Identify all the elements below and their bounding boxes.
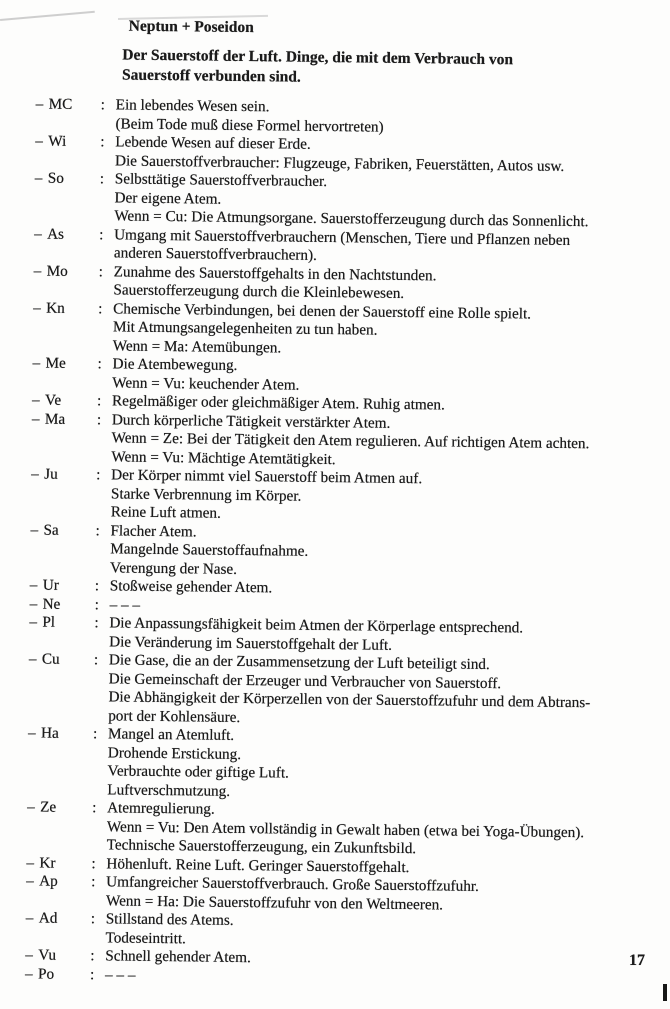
entry-symbol: Vu — [38, 946, 57, 964]
entry-lines — [107, 799, 661, 861]
entry-colon: : — [100, 133, 105, 151]
entry-text-line: Verbrauchte oder giftige Luft. — [107, 762, 290, 782]
entry-text-line: Schnell gehender Atem. — [105, 947, 251, 967]
entry-row — [0, 724, 661, 806]
entry-colon: : — [98, 262, 104, 280]
entry-dash: – — [26, 872, 34, 890]
entry-text-line: – – – — [109, 595, 141, 614]
entry-dash: – — [26, 853, 35, 871]
entry-text-line: Mangel an Atemluft. — [107, 725, 235, 744]
entry-colon: : — [91, 854, 96, 872]
subtitle-line: Der Sauerstoff der Luft. Dinge, die mit dem Verbrauch von — [122, 46, 514, 69]
entry-text-line: Die Gase, die an der Zusammensetzung der Luft beteiligt sind. — [108, 651, 490, 674]
entry-text-line: Wenn = Cu: Die Atmungsorgane. Sauerstofferzeugung durch das Sonnenlicht. — [114, 207, 589, 231]
entry-colon: : — [97, 392, 102, 410]
entry-dash: – — [33, 298, 41, 317]
entry-dash: – — [31, 465, 39, 483]
entry-dash: – — [35, 95, 44, 113]
entry-symbol: Ur — [42, 576, 59, 594]
entry-colon: : — [98, 299, 103, 317]
entry-row — [0, 169, 668, 233]
entry-colon: : — [100, 96, 106, 114]
entry-row — [0, 298, 666, 362]
entry-symbol: Cu — [41, 650, 60, 668]
entry-dash: – — [32, 391, 40, 409]
entry-text-line: Reine Luft atmen. — [110, 503, 221, 522]
entry-symbol: Sa — [43, 521, 59, 539]
entry-text-line: Die Veränderung im Sauerstoffgehalt der Luft. — [109, 632, 393, 654]
entry-colon: : — [96, 410, 102, 428]
entry-dash: – — [29, 594, 38, 612]
entry-colon: : — [92, 799, 97, 817]
entry-text-line: Flacher Atem. — [110, 521, 197, 540]
entry-dash: – — [33, 261, 42, 280]
entry-lines — [111, 411, 665, 473]
entry-row — [0, 798, 660, 862]
entry-text-line: Luftverschmutzung. — [107, 780, 231, 800]
entry-colon: : — [94, 614, 99, 632]
entry-symbol: MC — [48, 95, 73, 113]
entry-dash: – — [27, 724, 36, 742]
entry-dash: – — [32, 354, 41, 372]
entry-row — [0, 409, 665, 473]
entry-text-line: Umgang mit Sauerstoffverbrauchern (Menschen, Tiere und Pflanzen neben — [114, 225, 571, 249]
entry-text-line: Wenn = Ze: Bei der Tätigkeit den Atem regulieren. Auf richtigen Atem achten. — [111, 429, 590, 453]
entry-text-line: Ein lebendes Wesen sein. — [115, 96, 270, 116]
entry-colon: : — [90, 910, 96, 928]
page-title: Neptun + Poseidon — [128, 17, 254, 37]
entry-colon: : — [97, 355, 102, 373]
entry-colon: : — [99, 170, 105, 188]
entry-colon: : — [94, 577, 100, 595]
entry-text-line: Der eigene Atem. — [114, 188, 222, 208]
entry-dash: – — [35, 132, 43, 150]
entry-symbol: Mo — [46, 262, 68, 280]
entry-text-line: Die Abhängigkeit der Körperzellen von der Sauerstoffzufuhr und dem Abtrans- — [108, 688, 591, 712]
entry-symbol: So — [47, 169, 64, 187]
page-number: 17 — [629, 952, 645, 969]
entry-symbol: Ma — [44, 410, 66, 428]
entry-text-line: Sauerstofferzeugung durch die Kleinlebewesen. — [113, 281, 405, 302]
entry-symbol: Kn — [46, 299, 65, 317]
entry-dash: – — [29, 613, 38, 631]
entry-text-line: Starke Verbrennung im Körper. — [110, 484, 302, 505]
entry-text-line: Die Anpassungsfähigkeit beim Atmen der Körperlage entsprechend. — [109, 614, 524, 637]
entry-text-line: – – – — [105, 965, 136, 984]
subtitle-line: Sauerstoff verbunden sind. — [121, 65, 301, 86]
entry-dash: – — [34, 224, 42, 243]
entry-text-line: Atemregulierung. — [107, 799, 215, 818]
entry-dash: – — [31, 409, 40, 428]
entry-text-line: Verengung der Nase. — [109, 558, 238, 578]
entry-text-line: Technische Sauerstofferzeugung, ein Zukunftsbild. — [106, 836, 417, 858]
entry-dash: – — [28, 650, 37, 668]
entry-symbol: Po — [38, 965, 55, 983]
entry-text-line: Durch körperliche Tätigkeit verstärkter Atem. — [111, 410, 391, 432]
entry-text-line: Stillstand des Atems. — [105, 910, 234, 929]
entry-text-line: Wenn = Ha: Die Sauerstoffzufuhr von den Weltmeeren. — [105, 891, 444, 913]
entry-text-line: (Beim Tode muß diese Formel hervortreten) — [115, 114, 384, 136]
entry-dash: – — [29, 576, 38, 594]
entry-symbol: Ju — [44, 465, 58, 483]
entry-lines — [111, 466, 665, 528]
entry-colon: : — [96, 466, 101, 484]
entry-symbol: Pl — [42, 613, 56, 631]
entry-dash: – — [30, 520, 39, 539]
entry-row — [0, 650, 662, 732]
entry-symbol: Wi — [48, 132, 67, 150]
entry-colon: : — [94, 595, 99, 613]
entry-colon: : — [90, 965, 95, 983]
entry-text-line: Die Gemeinschaft der Erzeuger und Verbraucher von Sauerstoff. — [108, 669, 502, 692]
entry-text-line: Mit Atmungsangelegenheiten zu tun haben. — [112, 318, 378, 339]
entry-text-line: Chemische Verbindungen, bei denen der Sauerstoff eine Rolle spielt. — [113, 299, 532, 323]
entry-lines — [107, 725, 661, 806]
entry-lines — [110, 522, 664, 584]
entry-dash: – — [25, 964, 33, 982]
entry-text-line: Regelmäßiger oder gleichmäßiger Atem. Ruhig atmen. — [112, 392, 445, 414]
entry-text-line: Der Körper nimmt viel Sauerstoff beim Atmen auf. — [111, 466, 423, 488]
entry-text-line: Selbsttätige Sauerstoffverbraucher. — [114, 170, 328, 191]
entry-symbol: Ap — [39, 872, 58, 890]
entry-text-line: Umfangreicher Sauerstoffverbrauch. Große Sauerstoffzufuhr. — [106, 873, 479, 895]
entry-text-line: Wenn = Vu: Mächtige Atemtätigkeit. — [111, 447, 336, 468]
entry-text-line: Die Sauerstoffverbraucher: Flugzeuge, Fabriken, Feuerstätten, Autos usw. — [114, 151, 565, 175]
entry-colon: : — [99, 225, 104, 243]
entry-text-line: Die Atembewegung. — [112, 355, 238, 374]
entry-text-line: anderen Sauerstoffverbrauchern). — [113, 244, 317, 264]
entry-colon: : — [93, 651, 99, 669]
entry-text-line: port der Kohlensäure. — [108, 706, 241, 726]
entry-lines — [108, 651, 662, 732]
entries-list — [0, 95, 669, 991]
entry-text-line: Wenn = Ma: Atemübungen. — [112, 336, 282, 356]
entry-text-line: Lebende Wesen auf dieser Erde. — [115, 133, 311, 153]
entry-symbol: As — [47, 225, 65, 243]
entry-symbol: Ze — [40, 798, 57, 816]
entry-text-line: Todeseintritt. — [105, 928, 186, 947]
entry-colon: : — [95, 521, 100, 539]
entry-colon: : — [92, 725, 98, 743]
scan-edge-mark — [663, 984, 667, 1001]
entry-text-line: Zunahme des Sauerstoffgehalts in den Nachtstunden. — [113, 262, 437, 284]
page-header — [122, 17, 514, 90]
entry-dash: – — [25, 946, 34, 964]
page-subtitle — [122, 45, 513, 89]
entry-row — [0, 465, 664, 529]
entry-symbol: Ha — [40, 724, 59, 742]
entry-text-line: Drohende Erstickung. — [107, 743, 242, 763]
entry-text-line: Stoßweise gehender Atem. — [109, 577, 273, 597]
entry-text-line: Wenn = Vu: keuchender Atem. — [112, 373, 300, 394]
entry-text-line: Höhenluft. Reine Luft. Geringer Sauerstoffgehalt. — [106, 854, 410, 876]
entry-symbol: Ve — [45, 391, 62, 409]
entry-lines — [114, 170, 668, 232]
entry-symbol: Me — [45, 354, 66, 372]
entry-dash: – — [34, 169, 43, 187]
entry-text-line: Mangelnde Sauerstoffaufnahme. — [110, 540, 309, 560]
entry-colon: : — [91, 873, 96, 891]
entry-row — [0, 520, 664, 584]
entry-dash: – — [27, 798, 35, 816]
entry-symbol: Ad — [38, 909, 58, 927]
entry-symbol: Kr — [39, 854, 56, 872]
entry-text-line: Wenn = Vu: Den Atem vollständig in Gewalt haben (etwa bei Yoga-Übungen). — [106, 817, 585, 841]
entry-symbol: Ne — [42, 595, 61, 613]
entry-lines — [113, 300, 667, 362]
entry-colon: : — [90, 947, 95, 965]
entry-dash: – — [25, 909, 34, 927]
